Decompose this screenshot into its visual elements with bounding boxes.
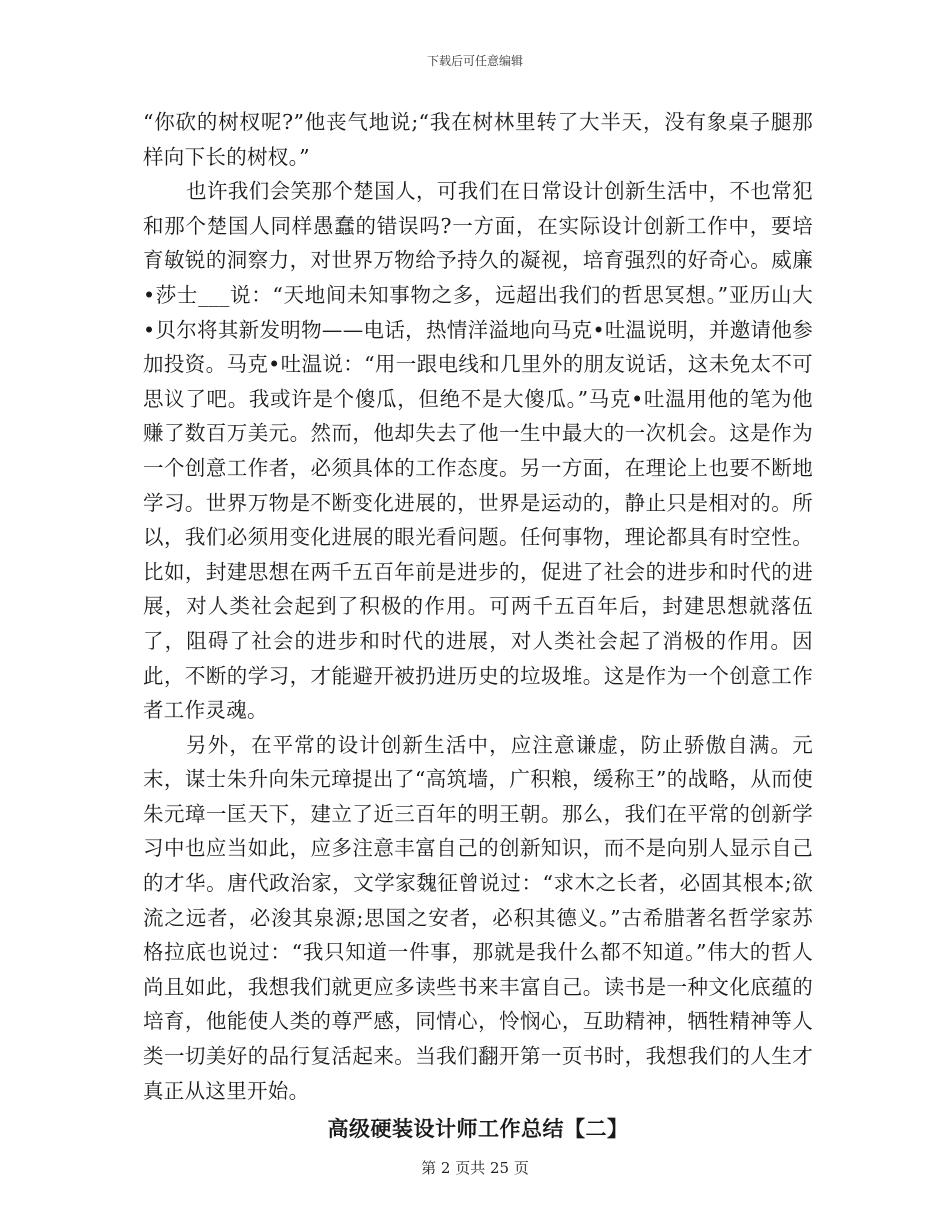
document-body <box>143 105 813 1146</box>
page-number-footer: 第 2 页共 25 页 <box>421 1159 529 1177</box>
section-title: 高级硬装设计师工作总结【二】 <box>327 1116 629 1142</box>
page-header-note: 下载后可任意编辑 <box>426 54 523 68</box>
paragraph-2: 也许我们会笑那个楚国人，可我们在日常设计创新生活中，不也常犯和那个楚国人同样愚蠢的错误吗?一方面，在实际设计创新工作中，要培育敏锐的洞察力，对世界万物给予持久的凝视，培育强烈的好奇心。威廉•莎士___说：“天地间未知事物之多，远超出我们的哲思冥想。”亚历山大•贝尔将其新发明物——电话，热情洋溢地向马克•吐温说明，并邀请他参加投资。马克•吐温说：“用一跟电线和几里外的朋友说话，这未免太不可思议了吧。我或许是个傻瓜，但绝不是大傻瓜。”马克•吐温用他的笔为他赚了数百万美元。然而，他却失去了他一生中最大的一次机会。这是作为一个创意工作者，必须具体的工作态度。另一方面，在理论上也要不断地学习。世界万物是不断变化进展的，世界是运动的，静止只是相对的。所以，我们必须用变化进展的眼光看问题。任何事物，理论都具有时空性。比如，封建思想在两千五百年前是进步的，促进了社会的进步和时代的进展，对人类社会起到了积极的作用。可两千五百年后，封建思想就落伍了，阻碍了社会的进步和时代的进展，对人类社会起了消极的作用。因此，不断的学习，才能避开被扔进历史的垃圾堆。这是作为一个创意工作者工作灵魂。 <box>143 179 813 723</box>
paragraph-1: “你砍的树杈呢?”他丧气地说;“我在树林里转了大半天，没有象桌子腿那样向下长的树杈。” <box>143 110 813 169</box>
paragraph-3: 另外，在平常的设计创新生活中，应注意谦虚，防止骄傲自满。元末，谋士朱升向朱元璋提出了“高筑墙，广积粮，缓称王”的战略，从而使朱元璋一匡天下，建立了近三百年的明王朝。那么，我们在平常的创新学习中也应当如此，应多注意丰富自己的创新知识，而不是向别人显示自己的才华。唐代政治家，文学家魏征曾说过：“求木之长者，必固其根本;欲流之远者，必浚其泉源;思国之安者，必积其德义。”古希腊著名哲学家苏格拉底也说过：“我只知道一件事，那就是我什么都不知道。”伟大的哲人尚且如此，我想我们就更应多读些书来丰富自己。读书是一种文化底蕴的培育，他能使人类的尊严感，同情心，怜悯心，互助精神，牺牲精神等人类一切美好的品行复活起来。当我们翻开第一页书时，我想我们的人生才真正从这里开始。 <box>143 732 813 1103</box>
